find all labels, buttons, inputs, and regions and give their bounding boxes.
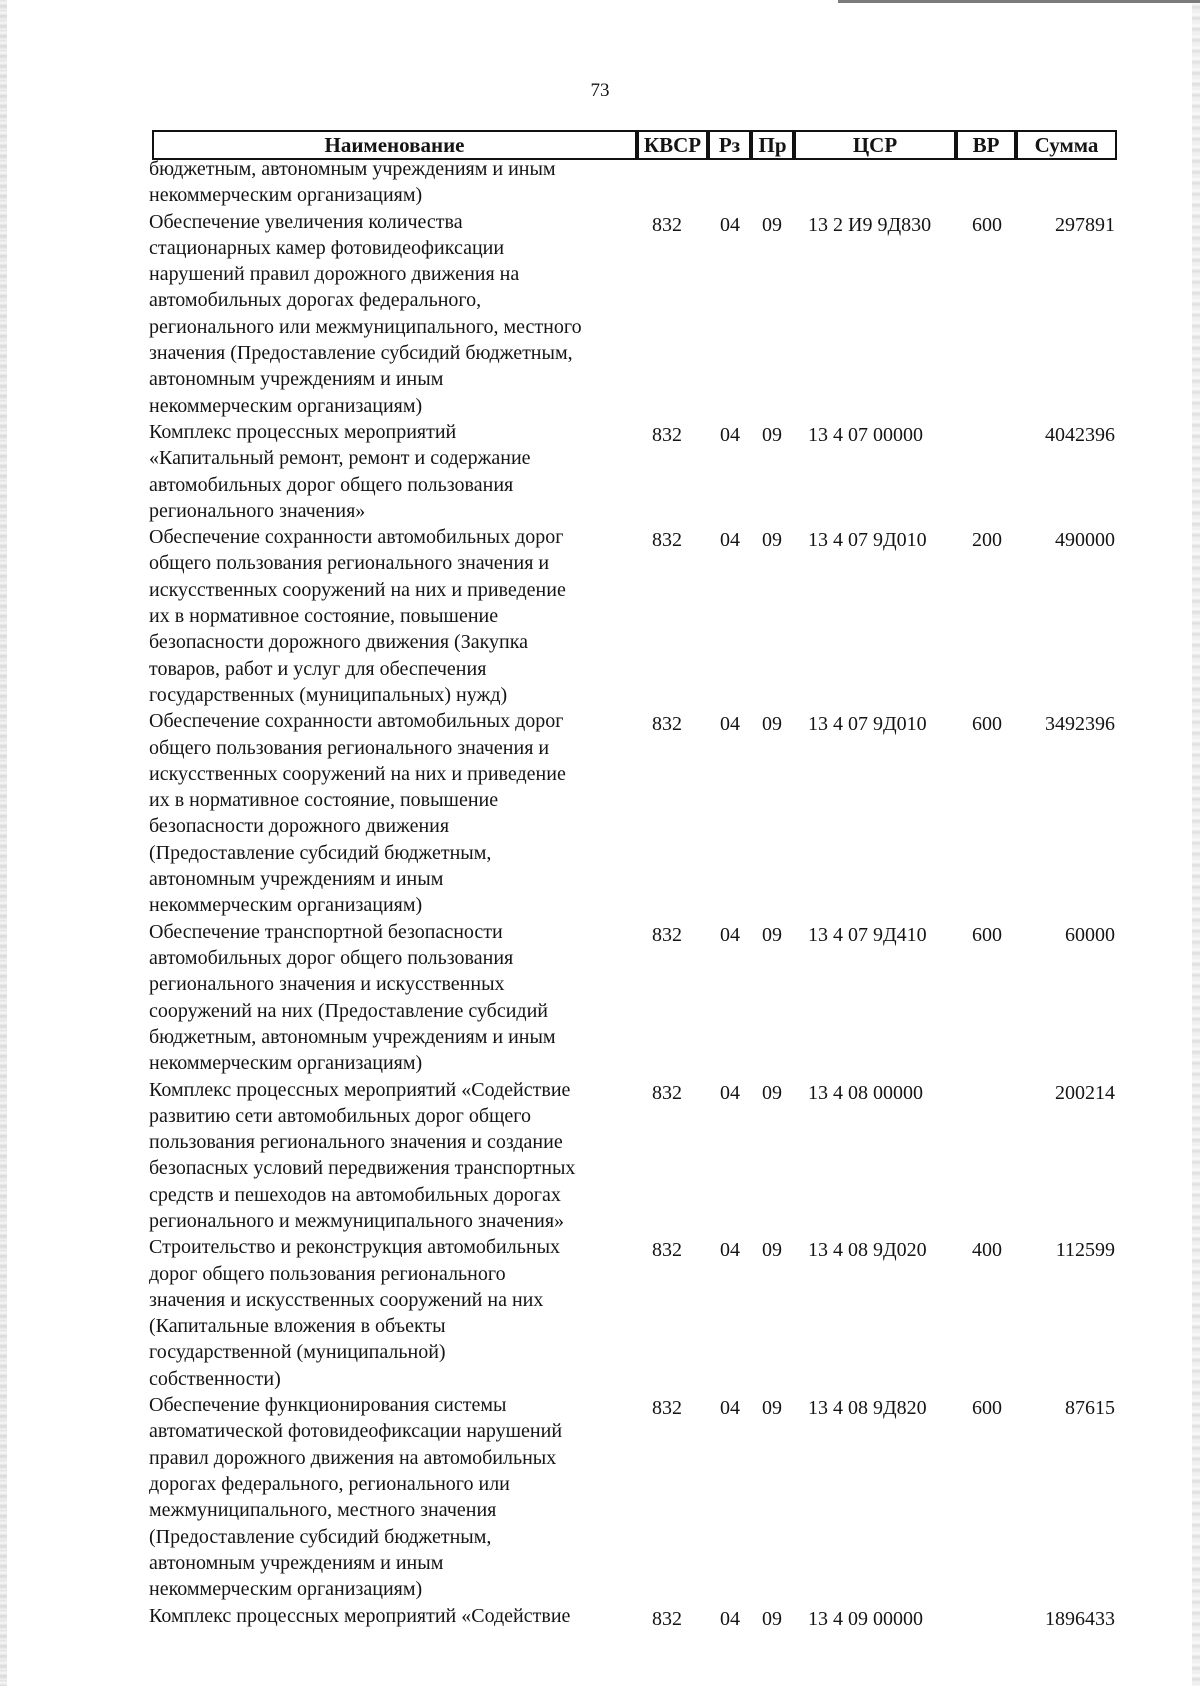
- row-pr: 09: [762, 1081, 782, 1104]
- row-name-line: сооружений на них (Предоставление субсидий: [149, 999, 549, 1022]
- row-csr: 13 4 09 00000: [808, 1607, 923, 1630]
- row-csr: 13 4 08 00000: [808, 1081, 923, 1104]
- row-rz: 04: [720, 923, 740, 946]
- row-name-line: государственной (муниципальной): [149, 1341, 446, 1364]
- row-name-line: Комплекс процессных мероприятий «Содействие: [149, 1078, 571, 1101]
- row-name-line: правил дорожного движения на автомобильных: [149, 1446, 557, 1469]
- row-rz: 04: [720, 1081, 740, 1104]
- row-name-line: дорог общего пользования регионального: [149, 1262, 506, 1285]
- row-name-line: бюджетным, автономным учреждениям и иным: [149, 158, 556, 180]
- row-name-line: дорогах федерального, регионального или: [149, 1472, 510, 1495]
- row-pr: 09: [762, 424, 782, 446]
- row-name-line: (Предоставление субсидий бюджетным,: [149, 1525, 492, 1548]
- row-name-line: Комплекс процессных мероприятий: [149, 421, 457, 443]
- row-pr: 09: [762, 1397, 782, 1420]
- row-name-line: общего пользования регионального значения и: [149, 736, 550, 759]
- row-name-line: безопасности дорожного движения: [149, 815, 450, 838]
- row-pr: 09: [762, 1239, 782, 1262]
- row-name-line: регионального или межмуниципального, местного: [149, 315, 582, 338]
- row-kvsr: 832: [652, 213, 682, 236]
- row-name-line: автомобильных дорог общего пользования: [149, 946, 514, 969]
- row-name-line: государственных (муниципальных) нужд): [149, 683, 508, 706]
- row-csr: 13 4 08 9Д020: [808, 1239, 927, 1262]
- header-pr: Пр: [751, 130, 794, 159]
- row-kvsr: 832: [652, 1081, 682, 1104]
- row-kvsr: 832: [652, 424, 682, 446]
- row-rz: 04: [720, 1397, 740, 1420]
- row-name-line: искусственных сооружений на них и приведение: [149, 762, 566, 785]
- row-name-line: Обеспечение увеличения количества: [149, 210, 463, 233]
- row-name-line: безопасных условий передвижения транспортных: [149, 1157, 576, 1180]
- row-name: [149, 919, 634, 1077]
- row-vr: 200: [972, 529, 1002, 552]
- row-name-line: их в нормативное состояние, повышение: [149, 789, 499, 812]
- row-name-line: средств и пешеходов на автомобильных дорогах: [149, 1183, 561, 1206]
- row-kvsr: 832: [652, 713, 682, 736]
- row-sum: 200214: [1055, 1081, 1115, 1104]
- row-kvsr: 832: [652, 1397, 682, 1420]
- page-number: 73: [590, 80, 610, 101]
- header-csr: ЦСР: [794, 130, 956, 159]
- row-name-line: безопасности дорожного движения (Закупка: [149, 631, 529, 654]
- row-name-line: автоматической фотовидеофиксации нарушений: [149, 1420, 563, 1443]
- row-name-line: пользования регионального значения и создание: [149, 1131, 563, 1154]
- row-name: [149, 209, 634, 419]
- row-rz: 04: [720, 713, 740, 736]
- row-name-line: автономным учреждениям и иным: [149, 1551, 444, 1574]
- header-vr: ВР: [956, 130, 1016, 159]
- row-name-line: стационарных камер фотовидеофиксации: [149, 236, 505, 259]
- row-name: [149, 1234, 634, 1392]
- row-name-line: регионального значения и искусственных: [149, 973, 505, 996]
- row-name-line: значения (Предоставление субсидий бюджетным,: [149, 342, 573, 365]
- header-sum: Сумма: [1016, 130, 1117, 159]
- header-name: Наименование: [152, 130, 637, 159]
- row-name: [149, 419, 634, 524]
- row-name-line: автомобильных дорогах федерального,: [149, 289, 482, 312]
- row-name: [149, 156, 634, 209]
- row-kvsr: 832: [652, 529, 682, 552]
- row-sum: 297891: [1055, 213, 1115, 236]
- row-pr: 09: [762, 923, 782, 946]
- row-sum: 112599: [1055, 1239, 1115, 1262]
- row-name: [149, 1392, 634, 1602]
- row-name-line: (Капитальные вложения в объекты: [149, 1315, 446, 1338]
- row-pr: 09: [762, 1607, 782, 1630]
- row-rz: 04: [720, 213, 740, 236]
- row-name-line: межмуниципального, местного значения: [149, 1499, 497, 1522]
- row-name-line: некоммерческим организациям): [149, 1578, 423, 1601]
- row-kvsr: 832: [652, 1607, 682, 1630]
- row-name: [149, 1077, 634, 1235]
- row-name-line: их в нормативное состояние, повышение: [149, 605, 499, 628]
- row-rz: 04: [720, 529, 740, 552]
- row-name-line: Обеспечение сохранности автомобильных дорог: [149, 710, 564, 733]
- row-vr: 600: [972, 1397, 1002, 1420]
- row-csr: 13 4 07 00000: [808, 424, 923, 446]
- row-name-line: Строительство и реконструкция автомобильных: [149, 1236, 561, 1259]
- row-name-line: общего пользования регионального значения и: [149, 552, 550, 575]
- row-name-line: значения и искусственных сооружений на них: [149, 1288, 544, 1311]
- row-vr: 600: [972, 923, 1002, 946]
- row-kvsr: 832: [652, 923, 682, 946]
- row-vr: 400: [972, 1239, 1002, 1262]
- row-csr: 13 4 07 9Д410: [808, 923, 927, 946]
- row-name: [149, 708, 634, 918]
- row-pr: 09: [762, 213, 782, 236]
- row-sum: 87615: [1065, 1397, 1115, 1420]
- row-name-line: некоммерческим организациям): [149, 894, 423, 917]
- row-name-line: автономным учреждениям и иным: [149, 368, 444, 391]
- row-csr: 13 4 08 9Д820: [808, 1397, 927, 1420]
- row-name-line: регионального и межмуниципального значения»: [149, 1209, 565, 1232]
- row-rz: 04: [720, 1607, 740, 1630]
- row-sum: 4042396: [1045, 424, 1115, 446]
- row-csr: 13 4 07 9Д010: [808, 529, 927, 552]
- header-rz: Рз: [708, 130, 751, 159]
- row-kvsr: 832: [652, 1239, 682, 1262]
- row-name-line: регионального значения»: [149, 499, 366, 522]
- scan-artifact-line: [838, 0, 1200, 3]
- row-sum: 60000: [1065, 923, 1115, 946]
- row-name-line: автономным учреждениям и иным: [149, 868, 444, 891]
- row-csr: 13 4 07 9Д010: [808, 713, 927, 736]
- row-name-line: «Капитальный ремонт, ремонт и содержание: [149, 447, 531, 470]
- row-sum: 1896433: [1045, 1607, 1115, 1630]
- row-name-line: Обеспечение сохранности автомобильных дорог: [149, 526, 564, 549]
- row-name: [149, 1603, 634, 1629]
- row-name-line: товаров, работ и услуг для обеспечения: [149, 657, 487, 680]
- scan-edge-right: [1192, 0, 1200, 1686]
- row-name-line: некоммерческим организациям): [149, 1052, 423, 1075]
- row-name: [149, 524, 634, 708]
- scan-edge-left: [0, 0, 7, 1686]
- row-vr: 600: [972, 713, 1002, 736]
- row-name-line: нарушений правил дорожного движения на: [149, 263, 520, 286]
- row-pr: 09: [762, 713, 782, 736]
- row-name-line: автомобильных дорог общего пользования: [149, 473, 514, 496]
- row-name-line: Обеспечение транспортной безопасности: [149, 920, 503, 943]
- row-name-line: (Предоставление субсидий бюджетным,: [149, 841, 492, 864]
- row-csr: 13 2 И9 9Д830: [808, 213, 932, 236]
- row-pr: 09: [762, 529, 782, 552]
- row-name-line: бюджетным, автономным учреждениям и иным: [149, 1025, 556, 1048]
- row-sum: 490000: [1055, 529, 1115, 552]
- row-sum: 3492396: [1045, 713, 1115, 736]
- row-name-line: Комплекс процессных мероприятий «Содействие: [149, 1604, 571, 1627]
- row-name-line: некоммерческим организациям): [149, 394, 423, 417]
- row-name-line: искусственных сооружений на них и приведение: [149, 578, 566, 601]
- row-name-line: Обеспечение функционирования системы: [149, 1394, 507, 1417]
- row-name-line: собственности): [149, 1367, 281, 1390]
- row-rz: 04: [720, 424, 740, 446]
- row-rz: 04: [720, 1239, 740, 1262]
- header-kvsr: КВСР: [637, 130, 708, 159]
- row-name-line: некоммерческим организациям): [149, 184, 423, 207]
- row-name-line: развитию сети автомобильных дорог общего: [149, 1104, 531, 1127]
- row-vr: 600: [972, 213, 1002, 236]
